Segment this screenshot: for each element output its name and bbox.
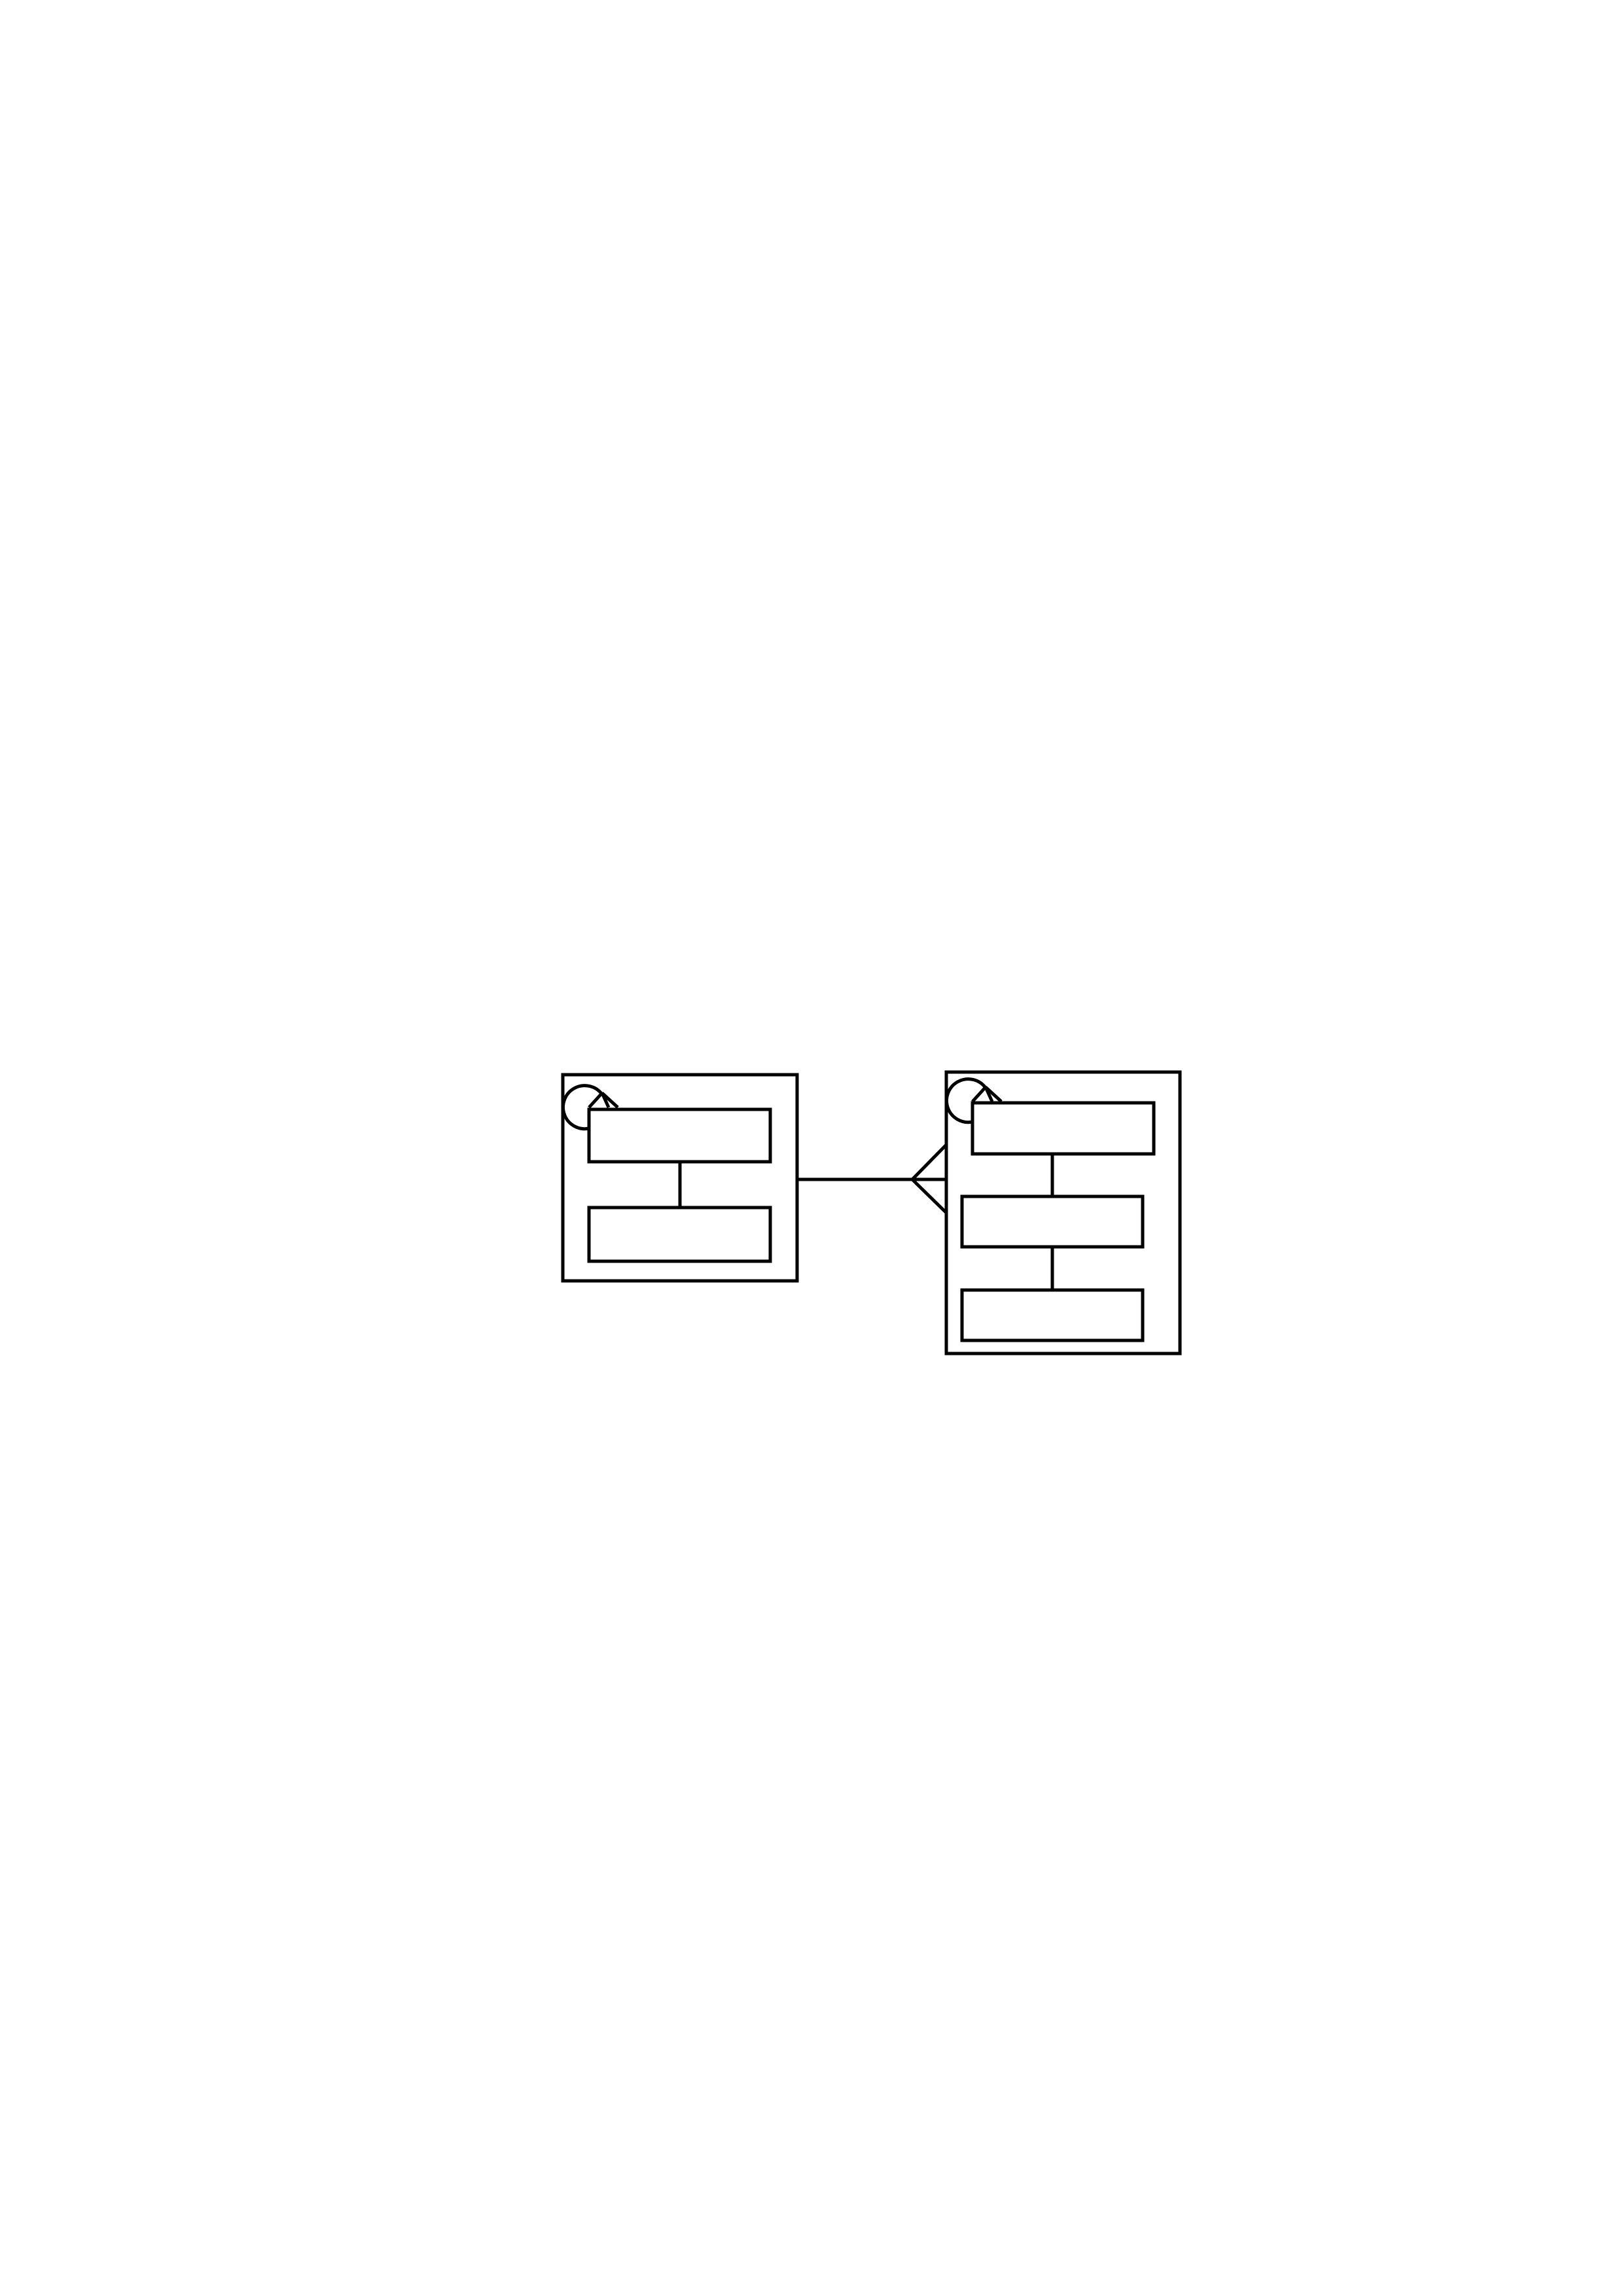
right-representation-box xyxy=(962,1290,1143,1340)
left-object-class-box xyxy=(589,1109,770,1162)
left-property-box xyxy=(589,1208,770,1261)
figure-note xyxy=(190,1498,1522,1532)
right-property-box xyxy=(962,1196,1143,1247)
left-self-relation-loop xyxy=(563,1086,602,1129)
right-group-box xyxy=(946,1072,1180,1354)
right-self-relation-loop xyxy=(946,1079,986,1122)
section-heading xyxy=(262,1535,276,1569)
right-object-class-box xyxy=(972,1103,1154,1154)
